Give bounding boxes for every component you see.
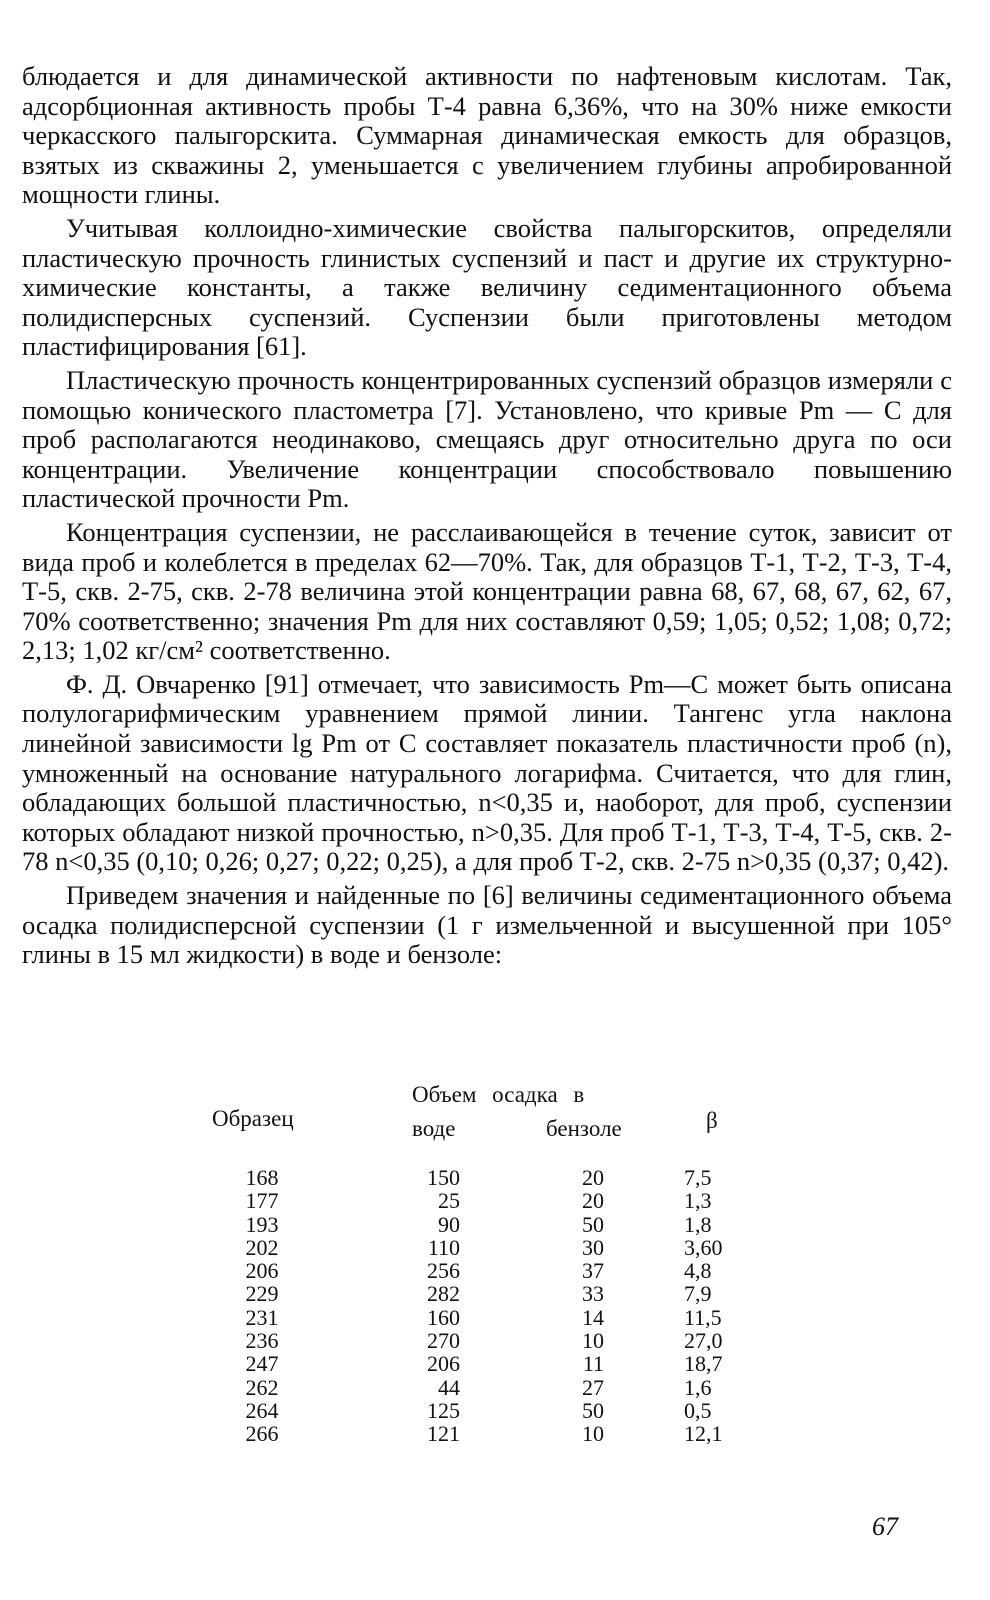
table-row [0, 1213, 990, 1236]
paragraph-colloid-properties: Учитывая коллоидно-химические свойства палыгорскитов, определяли пластическую прочность глинистых суспензий и паст и другие их структурно-химические константы, а также величину седиментационного объема полидисперсных суспензий. Суспензии были приготовлены методом пластифицирования [61]. [22, 212, 952, 362]
table-row [0, 1282, 990, 1305]
table-row [0, 1329, 990, 1352]
cell-water: 110 [427, 1234, 460, 1260]
cell-sample: 193 [245, 1211, 279, 1237]
cell-water: 121 [427, 1421, 460, 1447]
cell-water: 160 [427, 1304, 460, 1330]
cell-beta: 12,1 [684, 1421, 723, 1447]
cell-beta: 11,5 [684, 1304, 722, 1330]
cell-water: 44 [438, 1374, 460, 1400]
table-row [0, 1236, 990, 1259]
cell-beta: 1,6 [684, 1374, 712, 1400]
cell-benzene: 20 [582, 1165, 604, 1190]
paragraph-plastic-strength: Пластическую прочность концентрированных суспензий образцов измеряли с помощью конического пластометра [7]. Установлено, что кривые Pm — C для проб располагаются неодинаково, смещаясь друг относительно друга по оси концентрации. Увеличение концентрации способствовало повышению пластической прочности Pm. [22, 364, 952, 514]
header-benzene: бензоле [546, 1116, 622, 1141]
table-row [0, 1422, 990, 1445]
paragraph-continued: блюдается и для динамической активности по нафтеновым кислотам. Так, адсорбционная активность пробы Т-4 равна 6,36%, что на 30% ниже емкости черкасского палыгорскита. Суммарная динамическая емкость для образцов, взятых из скважины 2, уменьшается с увеличением глубины апробированной мощности глины. [22, 61, 952, 210]
cell-water: 270 [427, 1328, 460, 1354]
table-row [0, 1376, 990, 1399]
table-row [0, 1399, 990, 1422]
cell-sample: 177 [245, 1188, 279, 1214]
cell-benzene: 20 [582, 1188, 604, 1214]
cell-water: 256 [427, 1258, 460, 1284]
cell-sample: 247 [245, 1351, 279, 1377]
paragraph-sediment-volume: Приведем значения и найденные по [6] величины седиментационного объема осадка полидисперсной суспензии (1 г измельченной и высушенной при 105° глины в 15 мл жидкости) в воде и бензоле: [22, 880, 952, 970]
page-number: 67 [872, 1512, 898, 1541]
cell-water: 206 [427, 1351, 460, 1377]
cell-benzene: 30 [582, 1234, 604, 1260]
cell-benzene: 33 [582, 1281, 604, 1307]
cell-beta: 18,7 [684, 1351, 723, 1377]
cell-sample: 266 [245, 1421, 279, 1447]
header-water: воде [412, 1116, 456, 1141]
paragraph-ovcharenko: Ф. Д. Овчаренко [91] отмечает, что зависимость Pm—C может быть описана полулогарифмическим уравнением прямой линии. Тангенс угла наклона линейной зависимости lg Pm от C составляет показатель пластичности проб (n), умноженный на основание натурального логарифма. Считается, что для глин, обладающих большой пластичностью, n<0,35 и, наоборот, для проб, суспензии которых обладают низкой прочностью, n>0,35. Для проб Т-1, Т-3, Т-4, Т-5, скв. 2-78 n<0,35 (0,10; 0,26; 0,27; 0,22; 0,25), а для проб Т-2, скв. 2-75 n>0,35 (0,37; 0,42). [22, 668, 952, 877]
cell-benzene: 50 [582, 1211, 604, 1237]
cell-sample: 168 [245, 1165, 279, 1190]
cell-beta: 7,5 [684, 1165, 712, 1190]
cell-sample: 229 [245, 1281, 279, 1307]
cell-beta: 3,60 [684, 1234, 723, 1260]
cell-beta: 1,3 [684, 1188, 712, 1214]
table-row [0, 1259, 990, 1282]
table-row [0, 1306, 990, 1329]
header-sample: Образец [212, 1106, 294, 1131]
cell-sample: 206 [245, 1258, 279, 1284]
cell-beta: 1,8 [684, 1211, 712, 1237]
cell-benzene: 11 [582, 1351, 604, 1377]
cell-benzene: 37 [582, 1258, 604, 1284]
cell-water: 150 [427, 1165, 460, 1190]
cell-sample: 262 [245, 1374, 279, 1400]
cell-water: 282 [427, 1281, 460, 1307]
header-volume: Объем осадка в [412, 1082, 585, 1107]
table-row [0, 1352, 990, 1375]
cell-beta: 7,9 [684, 1281, 712, 1307]
cell-water: 25 [438, 1188, 460, 1214]
cell-sample: 264 [245, 1397, 279, 1423]
cell-benzene: 10 [582, 1328, 604, 1354]
header-beta: β [706, 1108, 718, 1133]
cell-water: 125 [427, 1397, 460, 1423]
cell-beta: 0,5 [684, 1397, 712, 1423]
cell-benzene: 27 [582, 1374, 604, 1400]
table-row [0, 1189, 990, 1212]
paragraph-concentration: Концентрация суспензии, не расслаивающейся в течение суток, зависит от вида проб и колеблется в пределах 62—70%. Так, для образцов Т-1, Т-2, Т-3, Т-4, Т-5, скв. 2-75, скв. 2-78 величина этой концентрации равна 68, 67, 68, 67, 62, 67, 70% соответственно; значения Pm для них составляют 0,59; 1,05; 0,52; 1,08; 0,72; 2,13; 1,02 кг/см² соответственно. [22, 516, 952, 666]
cell-benzene: 14 [582, 1304, 604, 1330]
cell-benzene: 50 [582, 1397, 604, 1423]
table-row [0, 1166, 990, 1189]
cell-beta: 27,0 [684, 1328, 723, 1354]
cell-sample: 231 [245, 1304, 279, 1330]
body-text [22, 62, 952, 974]
cell-water: 90 [438, 1211, 460, 1237]
table-body [0, 1166, 990, 1446]
cell-sample: 236 [245, 1328, 279, 1354]
cell-sample: 202 [245, 1234, 279, 1260]
cell-benzene: 10 [582, 1421, 604, 1447]
cell-beta: 4,8 [684, 1258, 712, 1284]
